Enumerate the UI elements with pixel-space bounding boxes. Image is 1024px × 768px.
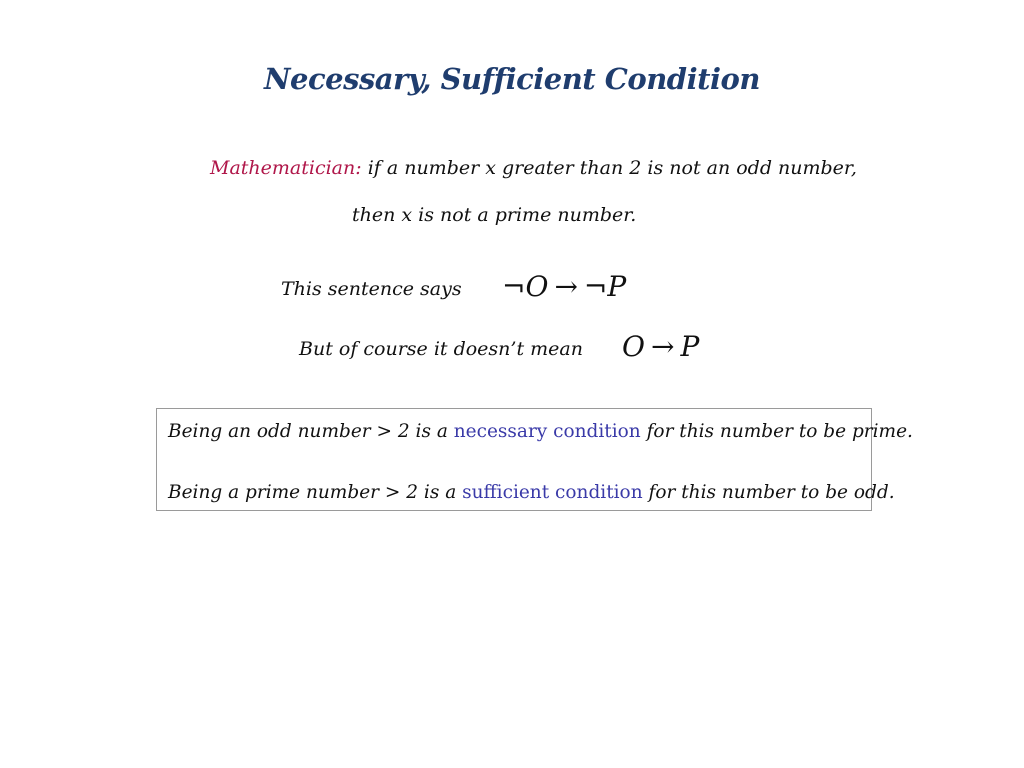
statement-line-2: then x is not a prime number.	[352, 204, 637, 226]
not-mean-label: But of course it doesn’t mean	[299, 338, 583, 360]
negation-symbol: ¬	[583, 270, 608, 303]
formula-var-p: P	[607, 270, 627, 303]
says-formula	[502, 270, 626, 303]
necessary-condition-line	[168, 421, 913, 442]
statement-text-1: if a number x greater than 2 is not an odd number,	[367, 157, 857, 179]
formula-var-p: P	[680, 330, 700, 363]
sufficient-suffix: for this number to be odd.	[642, 482, 895, 503]
necessary-prefix: Being an odd number > 2 is a	[168, 421, 454, 442]
page-title: Necessary, Sufficient Condition	[264, 62, 760, 96]
formula-var-o: O	[525, 270, 549, 303]
statement-line-1	[210, 157, 857, 179]
formula-var-o: O	[622, 330, 645, 363]
necessary-suffix: for this number to be prime.	[640, 421, 913, 442]
negation-symbol: ¬	[502, 270, 526, 303]
not-mean-formula	[622, 330, 699, 363]
sufficient-prefix: Being a prime number > 2 is a	[168, 482, 463, 503]
says-label: This sentence says	[281, 278, 462, 300]
speaker-label: Mathematician:	[210, 157, 362, 179]
implies-arrow: →	[554, 270, 578, 303]
conclusion-box	[156, 408, 913, 511]
implies-arrow: →	[650, 330, 675, 363]
necessary-condition-term: necessary condition	[453, 421, 641, 442]
sufficient-condition-line	[168, 482, 895, 503]
sufficient-condition-term: sufficient condition	[462, 482, 643, 503]
